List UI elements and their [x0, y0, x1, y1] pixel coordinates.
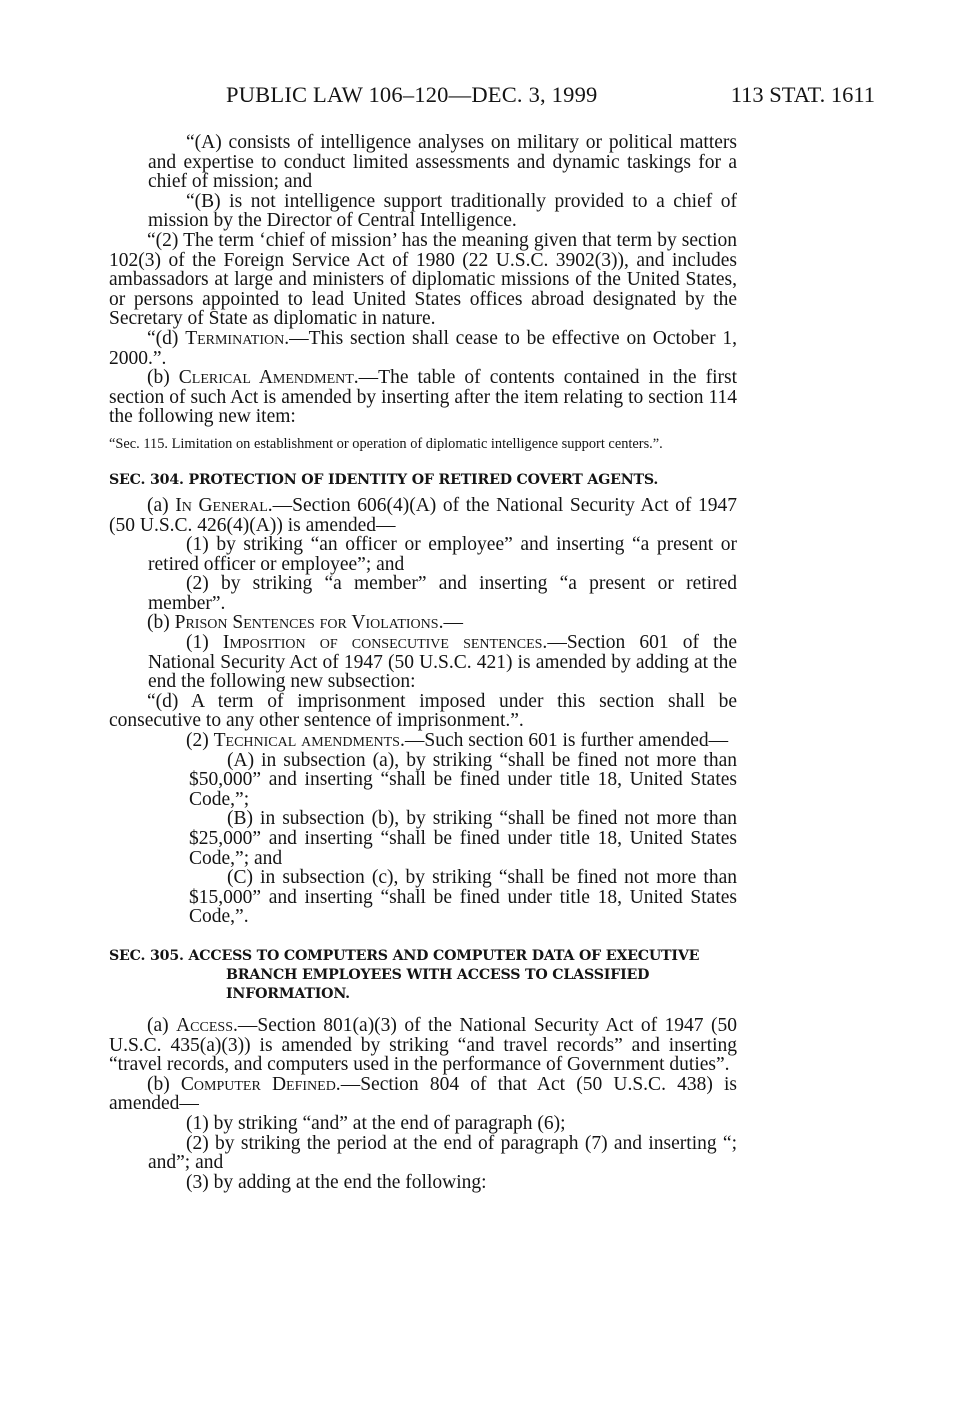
paragraph-technical-amendments: (2) Technical amendments.—Such section 601 is further amended—	[186, 730, 729, 752]
paragraph-strike-officer: (1) by striking “an officer or employee” and inserting “a present or retired officer or employee”; and	[148, 534, 737, 575]
paragraph-termination: “(d) Termination.—This section shall cease to be effective on October 1, 2000.”.	[109, 327, 737, 369]
paragraph-subsection-a-fine: (A) in subsection (a), by striking “shall be fined not more than $50,000” and inserting “shall be fined under title 18, United States Code,”;	[189, 749, 737, 810]
paragraph-in-general: (a) In General.—Section 606(4)(A) of the National Security Act of 1947 (50 U.S.C. 426(4)(A)) is amended—	[109, 494, 737, 536]
paragraph-a-consists: “(A) consists of intelligence analyses on military or political matters and expertise to conduct limited assessments and dynamic taskings for a chief of mission; and	[148, 132, 737, 193]
prison-sentences-heading: Prison Sentences for Violations.	[174, 612, 444, 634]
paragraph-new-subsection-d: “(d) A term of imprisonment imposed under this section shall be consecutive to any other sentence of imprisonment.”.	[109, 690, 737, 732]
consecutive-sentences-heading: Imposition of consecutive sentences.	[222, 632, 548, 654]
document-body	[109, 133, 737, 1192]
paragraph-subsection-c-fine: (C) in subsection (c), by striking “shall be fined not more than $15,000” and inserting “shall be fined under title 18, United States Code,”.	[189, 867, 737, 928]
running-title: PUBLIC LAW 106–120—DEC. 3, 1999	[226, 82, 598, 107]
statute-page-number: 113 STAT. 1611	[730, 82, 875, 107]
section-305-heading: SEC. 305. ACCESS TO COMPUTERS AND COMPUTER DATA OF EXECUTIVE BRANCH EMPLOYEES WITH ACCESS TO CLASSIFIED INFORMATION.	[109, 947, 700, 1002]
termination-heading: Termination.	[185, 327, 290, 349]
paragraph-clerical-amendment: (b) Clerical Amendment.—The table of contents contained in the first section of such Act is amended by inserting after the item relating to section 114 the following new item:	[109, 367, 737, 428]
toc-item-sec-115: “Sec. 115. Limitation on establishment or operation of diplomatic intelligence support centers.”.	[109, 435, 663, 452]
in-general-heading: In General.	[175, 494, 273, 516]
paragraph-subsection-b-fine: (B) in subsection (b), by striking “shall be fined not more than $25,000” and inserting “shall be fined under title 18, United States Code,”; and	[189, 808, 737, 869]
paragraph-strike-member: (2) by striking “a member” and inserting “a present or retired member”.	[148, 573, 737, 614]
technical-amendments-heading: Technical amendments.	[213, 730, 405, 752]
paragraph-strike-and: (1) by striking “and” at the end of paragraph (6);	[186, 1112, 566, 1134]
paragraph-b-not-support: “(B) is not intelligence support traditionally provided to a chief of mission by the Director of Central Intelligence.	[148, 190, 737, 232]
computer-defined-heading: Computer Defined.	[180, 1073, 341, 1095]
page-header	[0, 82, 959, 112]
paragraph-add-at-end: (3) by adding at the end the following:	[186, 1171, 487, 1193]
paragraph-prison-sentences: (b) Prison Sentences for Violations.—	[147, 612, 463, 634]
section-304-heading: SEC. 304. PROTECTION OF IDENTITY OF RETIRED COVERT AGENTS.	[109, 471, 659, 488]
clerical-amendment-heading: Clerical Amendment.	[178, 367, 359, 389]
paragraph-strike-period: (2) by striking the period at the end of paragraph (7) and inserting “; and”; and	[148, 1132, 737, 1174]
paragraph-consecutive-sentences: (1) Imposition of consecutive sentences.—Section 601 of the National Security Act of 1947 (50 U.S.C. 421) is amended by adding at the end the following new subsection:	[148, 632, 737, 693]
paragraph-chief-of-mission: “(2) The term ‘chief of mission’ has the meaning given that term by section 102(3) of the Foreign Service Act of 1980 (22 U.S.C. 3902(3)), and includes ambassadors at large and ministers of diplomatic missions of the United States, or persons appointed to lead United States offices abroad designated by the Secretary of State as diplomatic in nature.	[109, 229, 737, 330]
access-heading: Access.	[176, 1014, 238, 1036]
paragraph-computer-defined: (b) Computer Defined.—Section 804 of that Act (50 U.S.C. 438) is amended—	[109, 1073, 737, 1115]
paragraph-access: (a) Access.—Section 801(a)(3) of the National Security Act of 1947 (50 U.S.C. 435(a)(3)) is amended by striking “and travel records” and inserting “travel records, and computers used in the performance of Government duties”.	[109, 1014, 737, 1076]
